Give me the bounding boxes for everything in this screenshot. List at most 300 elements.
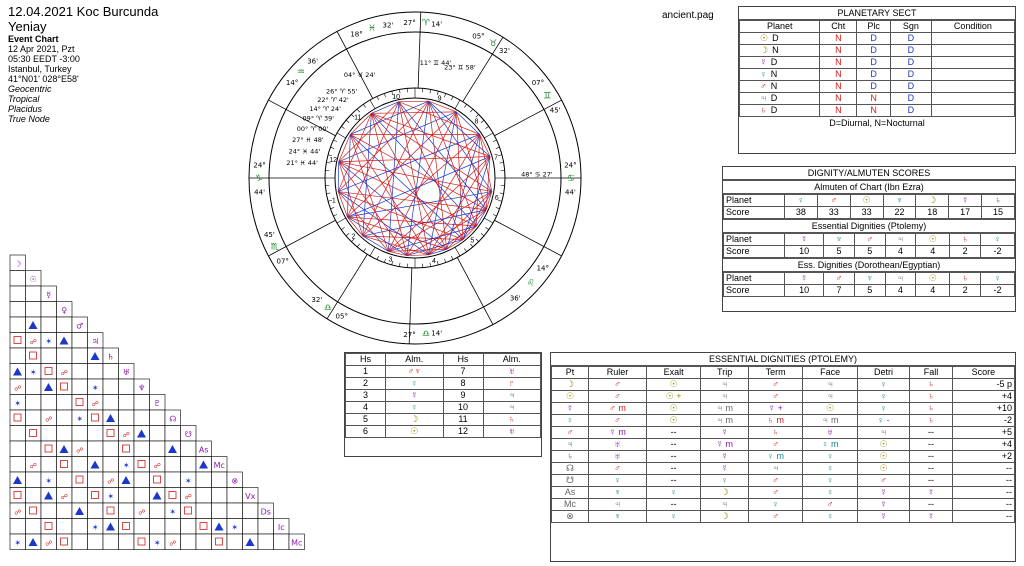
chart-title: 12.04.2021 Koc Burcunda Yeniay <box>8 4 159 34</box>
aspect-cell <box>165 457 181 473</box>
house-number: 2 <box>346 378 386 390</box>
sect-plc: D <box>857 57 891 69</box>
sect-cht: N <box>820 93 857 105</box>
planet-glyph-icon: ♇ <box>153 399 161 408</box>
score-value: 18 <box>916 207 949 219</box>
essential-col-header: Ruler <box>589 367 647 379</box>
degree-tick <box>370 247 375 256</box>
degree-tick <box>451 96 453 100</box>
degree-tick <box>470 109 473 112</box>
planet-glyph-icon: Ic <box>277 523 285 532</box>
sect-row <box>740 57 1015 69</box>
aspect-cell <box>41 503 57 519</box>
sextile-aspect-icon: ✶ <box>169 507 177 517</box>
cusp-label: 44' <box>254 188 266 197</box>
sect-planet-value: D <box>770 93 778 103</box>
sect-plc: D <box>857 45 891 57</box>
sect-cht: N <box>820 69 857 81</box>
essential-point: ♂ <box>552 427 589 439</box>
essential-title: ESSENTIAL DIGNITIES (PTOLEMY) <box>551 353 1015 366</box>
dignity-caption: Essential Dignities (Ptolemy) <box>723 219 1015 233</box>
essential-cell: ♀ <box>803 463 858 475</box>
essential-cell: -- <box>952 475 1014 487</box>
degree-tick <box>377 256 379 260</box>
sextile-aspect-icon: ✶ <box>122 461 130 470</box>
planetary-sect-panel <box>738 6 1016 154</box>
essential-point: ⊗ <box>552 511 589 523</box>
aspect-cell <box>134 488 150 504</box>
essential-cell: -- <box>646 463 701 475</box>
essential-cell: ♀ - <box>857 415 909 427</box>
essential-row <box>552 475 1015 487</box>
sect-col-header: Planet <box>740 21 820 33</box>
essential-cell: ♆ <box>589 487 647 499</box>
aspect-cell <box>41 364 57 380</box>
aspect-cell <box>243 519 259 535</box>
aspect-line <box>399 101 429 102</box>
opposition-aspect-icon: ☍ <box>29 463 37 470</box>
opposition-aspect-icon: ☍ <box>14 509 22 517</box>
essential-cell: ♂ <box>748 439 803 451</box>
house-row <box>346 390 541 402</box>
essential-cell: ♀ <box>701 475 748 487</box>
house-number: 11 <box>443 414 483 426</box>
essential-point: ♀ <box>552 415 589 427</box>
essential-cell: -- <box>910 463 953 475</box>
planet-position-label: 22° ♈ 42' <box>317 95 349 104</box>
essential-cell: ♃ <box>589 499 647 511</box>
degree-tick <box>430 263 431 267</box>
cusp-label: ♊ <box>543 91 552 102</box>
house-row <box>346 402 541 414</box>
degree-tick <box>437 261 438 265</box>
sect-col-header: Condition <box>931 21 1014 33</box>
aspect-cell <box>103 441 119 457</box>
planet-glyph-icon: Mc <box>291 538 303 548</box>
aspect-cell <box>212 472 228 488</box>
aspect-cell <box>165 519 181 535</box>
aspect-cell <box>134 534 150 550</box>
aspect-cell <box>10 348 26 364</box>
sect-plc: D <box>857 33 891 45</box>
dignity-planet-row <box>724 234 1015 246</box>
sect-planet-value: D <box>772 33 779 43</box>
aspect-cell <box>26 348 42 364</box>
degree-tick <box>498 155 502 156</box>
sect-col-header: Sgn <box>891 21 932 33</box>
essential-cell: ♃ <box>803 391 858 403</box>
planet-position-label: 11° ♊ 44' <box>419 58 452 67</box>
sect-row <box>740 69 1015 81</box>
degree-tick <box>485 227 488 229</box>
opposition-aspect-icon: ☍ <box>60 370 68 377</box>
sect-condition <box>931 45 1014 57</box>
aspect-cell <box>150 503 166 519</box>
aspect-cell <box>119 503 135 519</box>
degree-tick <box>399 89 400 93</box>
essential-cell: ☿ m <box>589 427 647 439</box>
degree-tick <box>481 120 484 123</box>
degree-tick <box>346 233 349 236</box>
house-col-header: Hs <box>346 354 386 366</box>
essential-cell: -- <box>646 427 701 439</box>
sect-cht: N <box>820 105 857 117</box>
aspect-cell <box>10 302 26 318</box>
essential-cell: ♅ <box>589 439 647 451</box>
aspect-cell <box>10 457 26 473</box>
score-value: 38 <box>785 207 818 219</box>
essential-cell: -2 <box>952 415 1014 427</box>
aspect-cell <box>72 379 88 395</box>
essential-cell: -- <box>646 475 701 487</box>
aspect-cell <box>26 519 42 535</box>
planet-glyph-icon: ☿ <box>949 195 982 207</box>
score-value: 4 <box>916 246 950 258</box>
planet-position-label: 48° ♋ 27' <box>521 170 553 179</box>
degree-tick <box>337 218 346 223</box>
cusp-label: 14' <box>431 329 443 338</box>
essential-cell: ☿ + <box>748 403 803 415</box>
sect-sgn: D <box>891 81 932 93</box>
planet-glyph-icon: ☉ <box>29 275 37 284</box>
house-number: 5 <box>346 414 386 426</box>
essential-cell: ♀ <box>803 487 858 499</box>
essential-cell: ♃ m <box>701 415 748 427</box>
essential-col-header: Face <box>803 367 858 379</box>
essential-cell: ♀ <box>589 475 647 487</box>
aspect-cell <box>57 503 73 519</box>
sextile-aspect-icon: ✶ <box>45 476 53 486</box>
planet-glyph-icon: ♂ <box>824 273 855 285</box>
house-number: 6 <box>494 194 499 202</box>
dignity-planet-row <box>724 195 1015 207</box>
essential-cell: -- <box>910 451 953 463</box>
aspect-cell <box>26 395 42 411</box>
aspect-cell <box>57 379 73 395</box>
essential-cell: -- <box>952 499 1014 511</box>
essential-cell: ☉ <box>646 379 701 391</box>
cusp-label: ♑ <box>254 174 264 184</box>
essential-cell: ♂ <box>857 475 909 487</box>
sextile-aspect-icon: ✶ <box>45 337 53 346</box>
cusp-label: 24° <box>253 161 266 170</box>
sextile-aspect-icon: ✶ <box>76 414 84 424</box>
essential-point: ☿ <box>552 403 589 415</box>
cusp-label: 36' <box>307 57 319 66</box>
degree-tick <box>363 104 365 107</box>
opposition-aspect-icon: ☍ <box>29 339 37 346</box>
score-value: 7 <box>824 285 855 297</box>
house-almuten-icon: ♇ <box>483 378 541 390</box>
planet-glyph-icon: ♃ <box>760 93 767 103</box>
house-almuten-icon: ♅ <box>483 426 541 438</box>
opposition-aspect-icon: ☍ <box>122 432 130 439</box>
essential-cell: ♂ <box>748 511 803 523</box>
aspect-cell <box>212 534 228 550</box>
aspect-cell <box>57 426 73 442</box>
house-number: 2 <box>351 233 356 241</box>
essential-row <box>552 379 1015 391</box>
aspect-cell <box>119 519 135 535</box>
cusp-label: 18° <box>350 30 363 39</box>
planet-glyph-icon: ☿ <box>785 234 824 246</box>
sect-footer: D=Diurnal, N=Nocturnal <box>829 118 925 128</box>
degree-tick <box>485 126 488 128</box>
degree-tick <box>330 207 334 208</box>
essential-cell: ♀ <box>646 487 701 499</box>
sect-plc: N <box>857 105 891 117</box>
aspect-cell <box>10 410 26 426</box>
degree-tick <box>437 91 438 95</box>
house-number: 3 <box>388 256 393 264</box>
sect-planet <box>740 45 820 57</box>
dignity-almuten-panel <box>722 166 1016 312</box>
house-row <box>346 366 541 378</box>
sextile-aspect-icon: ✶ <box>107 492 115 501</box>
cusp-label: ♏ <box>270 242 279 253</box>
planet-glyph-icon: ☉ <box>850 195 883 207</box>
planet-glyph-icon: ☿ <box>785 273 824 285</box>
degree-tick <box>484 133 493 138</box>
dignity-title: DIGNITY/ALMUTEN SCORES <box>723 167 1015 180</box>
sect-sgn: D <box>891 93 932 105</box>
essential-row <box>552 463 1015 475</box>
essential-cell: ♃ <box>857 427 909 439</box>
opposition-aspect-icon: ☍ <box>169 540 177 548</box>
sect-sgn: D <box>891 105 932 117</box>
sect-planet <box>740 33 820 45</box>
aspect-cell <box>57 472 73 488</box>
sextile-aspect-icon: ✶ <box>91 383 99 393</box>
planet-glyph-icon: ☋ <box>184 430 192 439</box>
sect-planet <box>740 93 820 105</box>
sect-plc: D <box>857 69 891 81</box>
house-number: 8 <box>443 378 483 390</box>
aspect-cell <box>72 519 88 535</box>
planet-glyph-icon: ☿ <box>46 290 52 300</box>
sect-cht: N <box>820 57 857 69</box>
dignity-table <box>723 194 1015 219</box>
aspect-cell <box>72 457 88 473</box>
essential-cell: -- <box>952 511 1014 523</box>
house-almuten-icon: ♅ <box>483 366 541 378</box>
aspect-cell <box>196 519 212 535</box>
essential-cell: ☉ <box>646 415 701 427</box>
planet-glyph-icon: ♃ <box>91 337 99 346</box>
degree-tick <box>476 114 479 117</box>
house-cusp-line <box>494 220 561 256</box>
score-value: -2 <box>981 285 1015 297</box>
essential-cell: ♂ m <box>589 403 647 415</box>
house-number: 10 <box>392 94 401 102</box>
aspect-cell <box>72 333 88 349</box>
essential-cell: ☉ <box>857 451 909 463</box>
aspect-cell <box>227 534 243 550</box>
planet-glyph-icon: ♄ <box>760 105 767 115</box>
sect-table <box>739 20 1015 117</box>
aspect-cell <box>41 457 57 473</box>
sextile-aspect-icon: ✶ <box>231 523 239 532</box>
sect-condition <box>931 33 1014 45</box>
degree-tick <box>484 218 493 223</box>
sect-sgn: D <box>891 33 932 45</box>
essential-row <box>552 511 1015 523</box>
cusp-label: ♓ <box>367 24 377 35</box>
aspect-cell <box>134 441 150 457</box>
aspect-cell <box>274 534 290 550</box>
degree-tick <box>496 147 500 148</box>
aspect-line <box>363 113 372 236</box>
aspect-cell <box>227 503 243 519</box>
aspect-cell <box>103 534 119 550</box>
aspect-cell <box>41 348 57 364</box>
aspect-cell <box>212 503 228 519</box>
aspect-cell <box>196 503 212 519</box>
aspect-cell <box>26 286 42 302</box>
essential-col-header: Fall <box>910 367 953 379</box>
essential-cell: ☿ <box>857 511 909 523</box>
aspect-cell <box>196 534 212 550</box>
essential-cell: ♅ <box>803 427 858 439</box>
cusp-label: 24° <box>564 161 577 170</box>
aspect-cell <box>57 395 73 411</box>
planet-glyph-icon: ♆ <box>824 234 855 246</box>
option-true-node: True Node <box>8 114 50 124</box>
essential-cell: ☿ <box>910 487 953 499</box>
aspect-cell <box>119 534 135 550</box>
cusp-label: 14' <box>431 20 443 29</box>
essential-cell: ♄ <box>910 391 953 403</box>
planet-position-label: 04° ♉ 24' <box>343 70 376 79</box>
planet-glyph-icon: ♂ <box>854 234 885 246</box>
aspect-cell <box>103 426 119 442</box>
planet-glyph-icon: ♄ <box>982 195 1015 207</box>
essential-row <box>552 403 1015 415</box>
planet-glyph-icon: ☿ <box>760 57 767 67</box>
degree-tick <box>493 140 497 142</box>
essential-cell: -- <box>646 439 701 451</box>
aspect-cell <box>150 426 166 442</box>
sect-planet-value: N <box>770 81 778 91</box>
aspect-line <box>371 112 456 113</box>
house-number: 8 <box>474 118 479 126</box>
score-value: 2 <box>950 285 981 297</box>
essential-point: ☉ <box>552 391 589 403</box>
opposition-aspect-icon: ☍ <box>45 416 53 424</box>
score-value: 5 <box>824 246 855 258</box>
house-number: 6 <box>346 426 386 438</box>
degree-tick <box>346 120 349 123</box>
essential-cell: ☉ <box>803 403 858 415</box>
degree-tick <box>337 133 346 138</box>
essential-cell: ☿ <box>857 487 909 499</box>
aspect-cell <box>88 534 104 550</box>
degree-tick <box>341 227 344 229</box>
sect-sgn: D <box>891 69 932 81</box>
cusp-label: ♋ <box>566 174 576 184</box>
essential-cell: ♆ <box>589 511 647 523</box>
planet-glyph-icon: Ds <box>260 507 271 517</box>
essential-cell: +4 <box>952 439 1014 451</box>
sect-row <box>740 105 1015 117</box>
chart-coords: 41°N01' 028°E58' <box>8 74 79 84</box>
house-cusp-line <box>457 257 493 324</box>
planet-glyph-icon: ♄ <box>950 273 981 285</box>
sect-row <box>740 45 1015 57</box>
aspect-cell <box>103 364 119 380</box>
planet-glyph-icon: ♀ <box>981 273 1015 285</box>
house-number: 4 <box>431 257 436 265</box>
house-number: 3 <box>346 390 386 402</box>
opposition-aspect-icon: ☍ <box>76 447 84 455</box>
house-almuten-icon: ♂♆ <box>386 366 444 378</box>
house-row <box>346 426 541 438</box>
aspect-cell <box>57 317 73 333</box>
aspect-line <box>429 101 490 156</box>
cusp-label: ♒ <box>296 67 305 78</box>
essential-cell: ♄ <box>910 415 953 427</box>
house-number: 11 <box>354 114 362 122</box>
cusp-label: 05° <box>335 312 348 321</box>
aspect-cell <box>72 534 88 550</box>
essential-cell: -- <box>646 451 701 463</box>
planet-glyph-icon: ♄ <box>107 352 115 362</box>
sect-condition <box>931 69 1014 81</box>
aspect-cell <box>41 317 57 333</box>
cusp-label: 07° <box>531 78 545 87</box>
aspect-cell <box>57 410 73 426</box>
degree-tick <box>451 256 453 260</box>
aspect-cell <box>181 503 197 519</box>
opposition-aspect-icon: ☍ <box>14 385 22 393</box>
degree-tick <box>363 248 365 251</box>
planet-position-label: 00° ♈ 00' <box>296 125 329 134</box>
essential-cell: ☿ <box>701 463 748 475</box>
degree-tick <box>496 207 500 208</box>
aspect-cell <box>57 534 73 550</box>
chart-time: 05:30 EEDT -3:00 <box>8 54 80 64</box>
degree-tick <box>341 126 344 128</box>
score-label: Score <box>724 246 785 258</box>
aspect-cell <box>181 441 197 457</box>
sect-planet <box>740 105 820 117</box>
essential-point: ♃ <box>552 439 589 451</box>
cusp-label: ♈ <box>421 18 430 29</box>
planet-glyph-icon: ♂ <box>760 81 767 91</box>
planet-label: Planet <box>724 273 785 285</box>
planet-glyph-icon: ♅ <box>122 368 130 377</box>
essential-cell: ♀ m <box>748 451 803 463</box>
essential-row <box>552 487 1015 499</box>
planet-glyph-icon: ☉ <box>760 33 769 43</box>
essential-cell: ☉ <box>857 463 909 475</box>
essential-cell: ♃ m <box>803 415 858 427</box>
aspect-cell <box>57 457 73 473</box>
essential-cell: ♀ <box>646 511 701 523</box>
house-almuten-icon: ♄ <box>483 414 541 426</box>
aspect-cell <box>26 503 42 519</box>
essential-row <box>552 415 1015 427</box>
planet-glyph-icon: ☉ <box>916 234 950 246</box>
essential-col-header: Detri <box>857 367 909 379</box>
degree-tick <box>444 259 445 263</box>
planet-position-label: 26° ♈ 55' <box>325 87 358 96</box>
aspect-cell <box>72 488 88 504</box>
house-cusp-line <box>494 100 561 136</box>
essential-cell: ☿ <box>857 499 909 511</box>
degree-tick <box>464 248 466 251</box>
essential-cell: ♅ <box>589 451 647 463</box>
